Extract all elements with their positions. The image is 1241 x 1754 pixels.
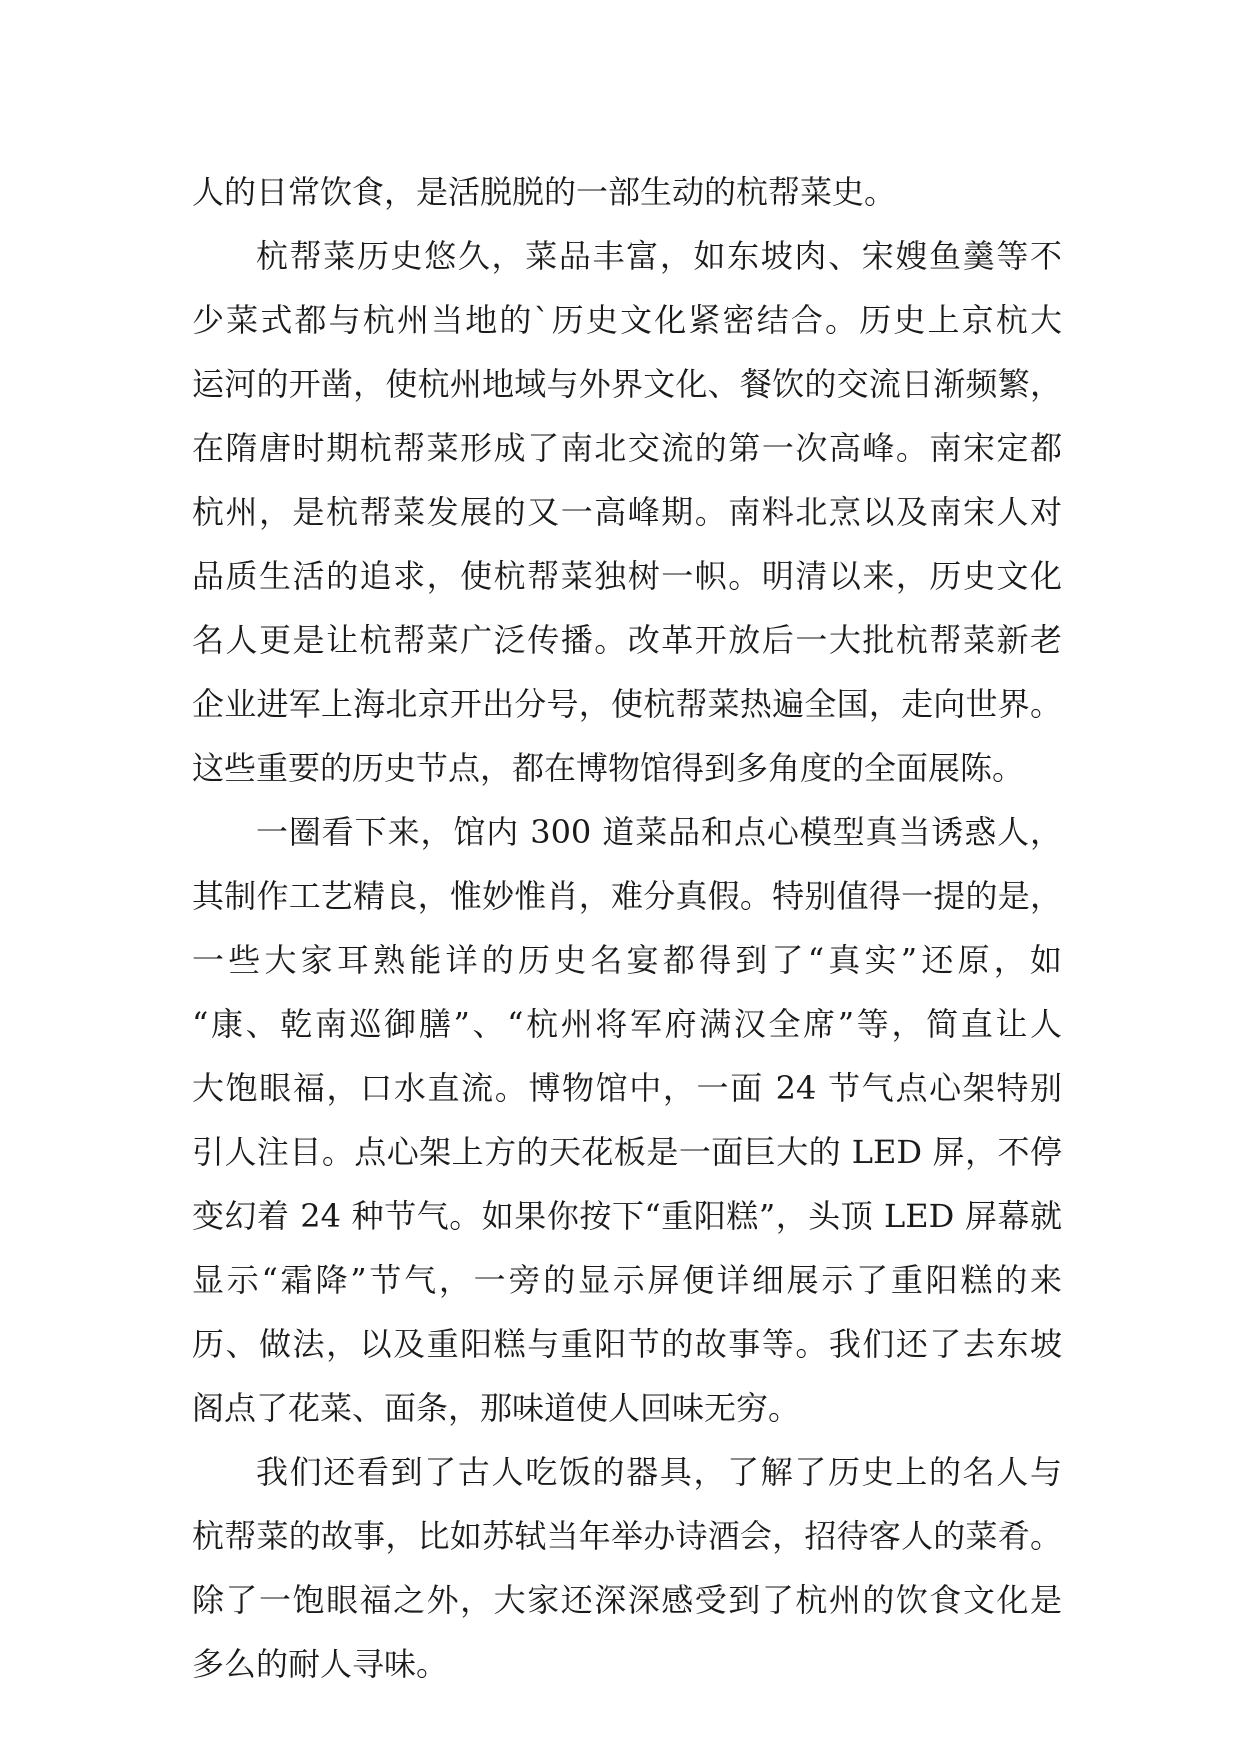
text-line: 我们还看到了古人吃饭的器具，了解了历史上的名人与 — [256, 1453, 1062, 1491]
text-line: 引人注目。点心架上方的天花板是一面巨大的 LED 屏，不停 — [192, 1133, 1062, 1171]
text-line: 一圈看下来，馆内 300 道菜品和点心模型真当诱惑人， — [256, 813, 1062, 851]
text-line: “康、乾南巡御膳”、“杭州将军府满汉全席”等，简直让人 — [192, 1005, 1062, 1043]
text-line: 名人更是让杭帮菜广泛传播。改革开放后一大批杭帮菜新老 — [192, 621, 1062, 659]
text-line: 品质生活的追求，使杭帮菜独树一帜。明清以来，历史文化 — [192, 557, 1062, 595]
text-line: 杭帮菜的故事，比如苏轼当年举办诗酒会，招待客人的菜肴。 — [192, 1517, 1062, 1555]
text-line: 企业进军上海北京开出分号，使杭帮菜热遍全国，走向世界。 — [192, 685, 1062, 723]
paragraph-4 — [192, 1440, 1062, 1696]
text-line: 显示“霜降”节气，一旁的显示屏便详细展示了重阳糕的来 — [192, 1261, 1062, 1299]
text-line: 其制作工艺精良，惟妙惟肖，难分真假。特别值得一提的是， — [192, 877, 1062, 915]
text-line: 杭州，是杭帮菜发展的又一高峰期。南料北烹以及南宋人对 — [192, 493, 1062, 531]
text-line: 阁点了花菜、面条，那味道使人回味无穷。 — [192, 1389, 801, 1427]
text-line: 一些大家耳熟能详的历史名宴都得到了“真实”还原，如 — [192, 941, 1062, 979]
paragraph-1 — [192, 160, 1062, 224]
text-line: 变幻着 24 种节气。如果你按下“重阳糕”，头顶 LED 屏幕就 — [192, 1197, 1062, 1235]
text-line: 多么的耐人寻味。 — [192, 1645, 449, 1683]
paragraph-2 — [192, 224, 1062, 800]
article-body — [192, 160, 1062, 1696]
paragraph-3 — [192, 800, 1062, 1440]
text-line: 这些重要的历史节点，都在博物馆得到多角度的全面展陈。 — [192, 749, 1025, 787]
text-line: 在隋唐时期杭帮菜形成了南北交流的第一次高峰。南宋定都 — [192, 429, 1062, 467]
text-line: 大饱眼福，口水直流。博物馆中，一面 24 节气点心架特别 — [192, 1069, 1062, 1107]
text-line: 人的日常饮食，是活脱脱的一部生动的杭帮菜史。 — [192, 173, 897, 211]
text-line: 运河的开凿，使杭州地域与外界文化、餐饮的交流日渐频繁， — [192, 365, 1062, 403]
text-line: 少菜式都与杭州当地的`历史文化紧密结合。历史上京杭大 — [192, 301, 1062, 339]
text-line: 历、做法，以及重阳糕与重阳节的故事等。我们还了去东坡 — [192, 1325, 1062, 1363]
text-line: 杭帮菜历史悠久，菜品丰富，如东坡肉、宋嫂鱼羹等不 — [256, 237, 1062, 275]
text-line: 除了一饱眼福之外，大家还深深感受到了杭州的饮食文化是 — [192, 1581, 1062, 1619]
